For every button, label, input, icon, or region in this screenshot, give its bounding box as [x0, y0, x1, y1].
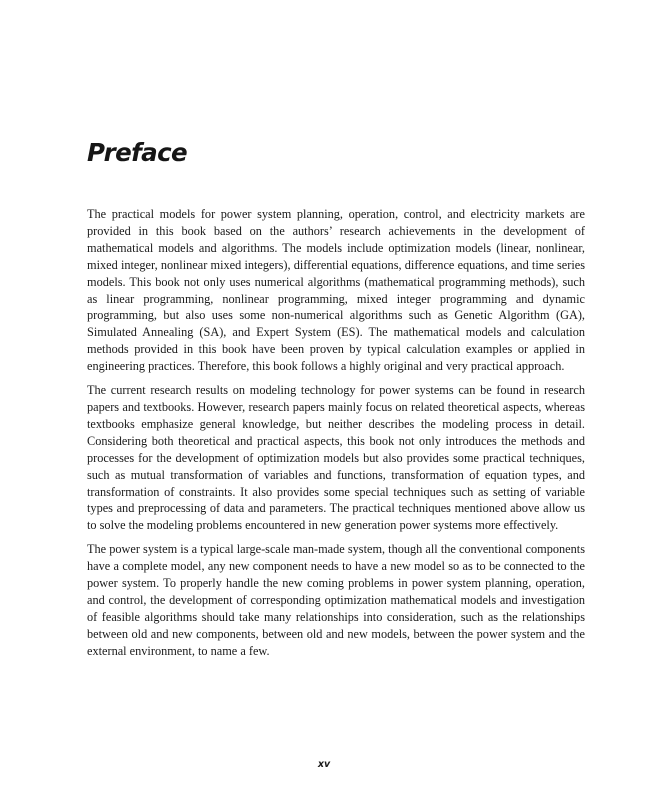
paragraph-3: The power system is a typical large-scale man-made system, though all the conventional components have a complete model, any new component needs to have a new model so as to be connected to the power system. To properly handle the new coming problems in power system planning, operation, and control, the development of corresponding optimization mathematical models and investigation of feasible algorithms should take many relationships into consideration, such as the relationships between old and new components, between old and new models, between the power system and the external environment, to name a few.: [87, 542, 585, 658]
page-title: Preface: [87, 138, 188, 167]
paragraph-2: The current research results on modeling technology for power systems can be found in research papers and textbooks. However, research papers mainly focus on related theoretical aspects, whereas textbooks emphasize general knowledge, but neither describes the modeling process in detail. Considering both theoretical and practical aspects, this book not only introduces the methods and processes for the development of optimization models but also provides some practical techniques, such as mutual transformation of variables and functions, transformation of equation types, and transformation of constraints. It also provides some special techniques such as setting of variable types and preprocessing of data and parameters. The practical techniques mentioned above allow us to solve the modeling problems encountered in new generation power systems more effectively.: [87, 383, 585, 533]
page-number: xv: [317, 759, 331, 770]
preface-body: [87, 206, 585, 667]
paragraph-1: The practical models for power system planning, operation, control, and electricity markets are provided in this book based on the authors’ research achievements in the development of mathematical models and algorithms. The models include optimization models (linear, nonlinear, mixed integer, nonlinear mixed integers), differential equations, difference equations, and time series models. This book not only uses numerical algorithms (mathematical programming methods), such as linear programming, nonlinear programming, mixed integer programming and dynamic programming, but also uses some non-numerical algorithms such as Genetic Algorithm (GA), Simulated Annealing (SA), and Expert System (ES). The mathematical models and calculation methods provided in this book have been proven by typical calculation examples or applied in engineering practices. Therefore, this book follows a highly original and very practical approach.: [87, 207, 585, 374]
